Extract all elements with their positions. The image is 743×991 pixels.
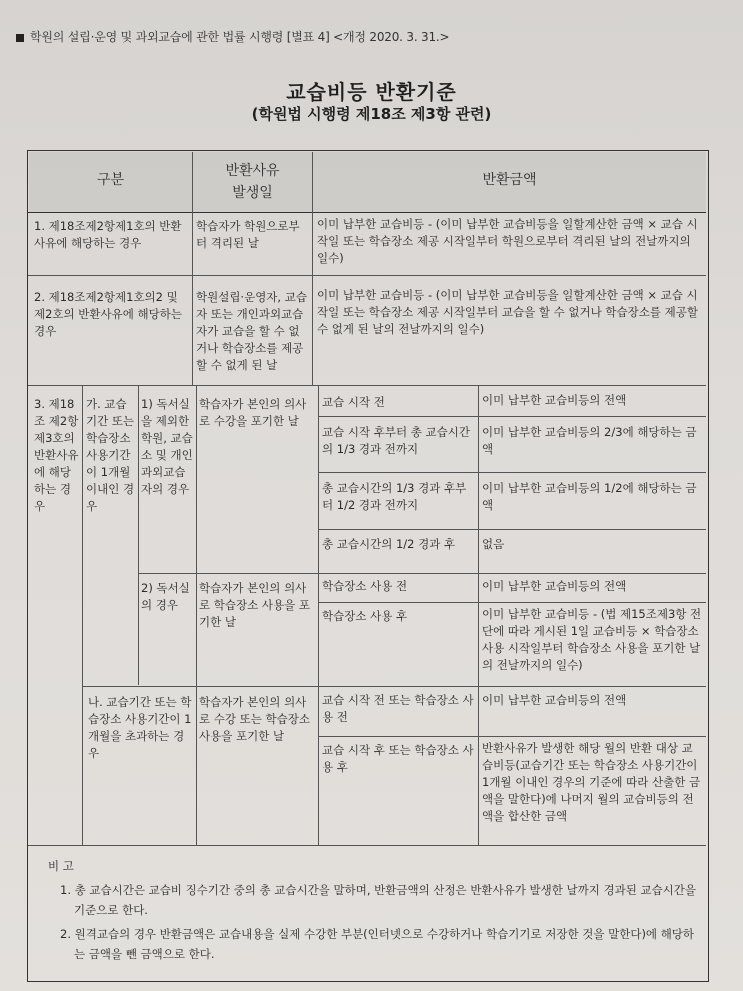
square-bullet-icon [16, 34, 24, 42]
header-note-text: 학원의 설립·운영 및 과외교습에 관한 법률 시행령 [별표 4] <개정 2020. 3. 31.> [30, 30, 450, 44]
ga2-cond-1: 학습장소 사용 전 [322, 579, 408, 593]
ga1-amount-2: 이미 납부한 교습비등의 2/3에 해당하는 금액 [482, 425, 697, 456]
ga2-amount-1: 이미 납부한 교습비등의 전액 [482, 579, 627, 593]
ga2-amount-2: 이미 납부한 교습비등 - (법 제15조제3항 전단에 따라 게시된 1일 교습비등 × 학습장소 사용 시작일부터 학습장소 사용을 포기한 날의 전날까지의 일수) [482, 607, 702, 672]
ga1-ga2-divider [138, 573, 706, 574]
ga2-cond-2: 학습장소 사용 후 [322, 609, 408, 623]
ga1-amount-3: 이미 납부한 교습비등의 1/2에 해당하는 금액 [482, 481, 697, 512]
row1-divider [28, 275, 706, 276]
note-item-1: 1. 총 교습시간은 교습비 징수기간 중의 총 교습시간을 말하며, 반환금액의 산정은 반환사유가 발생한 날까지 경과된 교습시간을 기준으로 한다. [60, 883, 697, 917]
ga1-amount-4: 없음 [482, 537, 505, 551]
row2-amount: 이미 납부한 교습비등 - (이미 납부한 교습비등을 일할계산한 금액 × 교습 시작일 또는 학습장소 제공 시작일부터 교습을 할 수 없거나 학습장소를 제공할 수 없게 된 날의 전날까지의 일수) [317, 288, 698, 336]
ga1-cond-2: 교습 시작 후부터 총 교습시간의 1/3 경과 전까지 [322, 425, 470, 456]
row2-divider [28, 385, 706, 386]
na-cond-2: 교습 시작 후 또는 학습장소 사용 후 [322, 743, 474, 774]
row3-ga2: 2) 독서실의 경우 [141, 581, 190, 612]
row3-vline-c [196, 385, 197, 845]
na-amount-2: 반환사유가 발생한 해당 월의 반환 대상 교습비등(교습기간 또는 학습장소 사용기간이 1개월 이내인 경우의 기준에 따라 산출한 금액을 말한다)에 나머지 월의 교습비등의 전액을 합산한 금액 [482, 741, 701, 823]
document-subtitle: (학원법 시행령 제18조 제3항 관련) [251, 105, 492, 123]
row3-na: 나. 교습기간 또는 학습장소 사용기간이 1개월을 초과하는 경우 [88, 695, 192, 760]
ga1-cond-1: 교습 시작 전 [322, 395, 385, 409]
header-category: 구분 [96, 172, 125, 188]
row3-ga1: 1) 독서실을 제외한 학원, 교습소 및 개인과외교습자의 경우 [141, 397, 193, 496]
na-sub-divider [318, 736, 706, 737]
row3-vline-a [82, 385, 83, 845]
row3-vline-d [318, 385, 319, 845]
ga1-sub-divider-2 [318, 472, 706, 473]
notes-section [46, 856, 696, 964]
ga1-amount-1: 이미 납부한 교습비등의 전액 [482, 393, 627, 407]
na-amount-1: 이미 납부한 교습비등의 전액 [482, 693, 627, 707]
header-reason-line2: 발생일 [232, 185, 273, 201]
ga-na-divider [82, 686, 706, 687]
row3-vline-b [138, 385, 139, 685]
ga2-sub-divider [318, 602, 706, 603]
note-item-2: 2. 원격교습의 경우 반환금액은 교습내용을 실제 수강한 부분(인터넷으로 수강하거나 학습기기로 저장한 것을 말한다)에 해당하는 금액을 뺀 금액으로 한다. [60, 927, 695, 961]
row3-ga: 가. 교습기간 또는 학습장소 사용기간이 1개월 이내인 경우 [86, 397, 135, 513]
row3-category: 3. 제18조 제2항 제3호의 반환사유에 해당하는 경우 [34, 397, 79, 513]
notes-heading: 비 고 [48, 859, 74, 873]
row3-ga2-reason: 학습자가 본인의 의사로 학습장소 사용을 포기한 날 [199, 581, 310, 629]
header-reason [193, 160, 312, 204]
document-title: 교습비등 반환기준 [286, 80, 457, 104]
row2-category: 2. 제18조제2항제1호의2 및 제2호의 반환사유에 해당하는 경우 [34, 290, 182, 338]
row3-na-reason: 학습자가 본인의 의사로 수강 또는 학습장소 사용을 포기한 날 [199, 695, 310, 743]
row3-ga1-reason: 학습자가 본인의 의사로 수강을 포기한 날 [199, 397, 307, 428]
na-cond-1: 교습 시작 전 또는 학습장소 사용 전 [322, 693, 474, 724]
header-reason-line1: 반환사유 [225, 163, 280, 179]
row2-reason: 학원설립·운영자, 교습자 또는 개인과외교습자가 교습을 할 수 없거나 학습장소를 제공할 수 없게 된 날 [196, 290, 307, 372]
header-note [16, 28, 449, 45]
ga1-sub-divider-3 [318, 529, 706, 530]
ga1-cond-3: 총 교습시간의 1/3 경과 후부터 1/2 경과 전까지 [322, 481, 467, 512]
row1-amount: 이미 납부한 교습비등 - (이미 납부한 교습비등을 일할계산한 금액 × 교습 시작일 또는 학습장소 제공 시작일부터 학원으로부터 격리된 날의 전날까지의 일수) [317, 217, 698, 265]
header-amount: 반환금액 [482, 172, 537, 188]
header-divider [28, 212, 706, 213]
row3-vline-e [478, 385, 479, 845]
ga1-sub-divider-1 [318, 416, 706, 417]
row3-divider [28, 845, 706, 846]
ga1-cond-4: 총 교습시간의 1/2 경과 후 [322, 537, 456, 551]
row1-reason: 학습자가 학원으로부터 격리된 날 [196, 219, 300, 250]
row1-category: 1. 제18조제2항제1호의 반환사유에 해당하는 경우 [34, 219, 182, 250]
